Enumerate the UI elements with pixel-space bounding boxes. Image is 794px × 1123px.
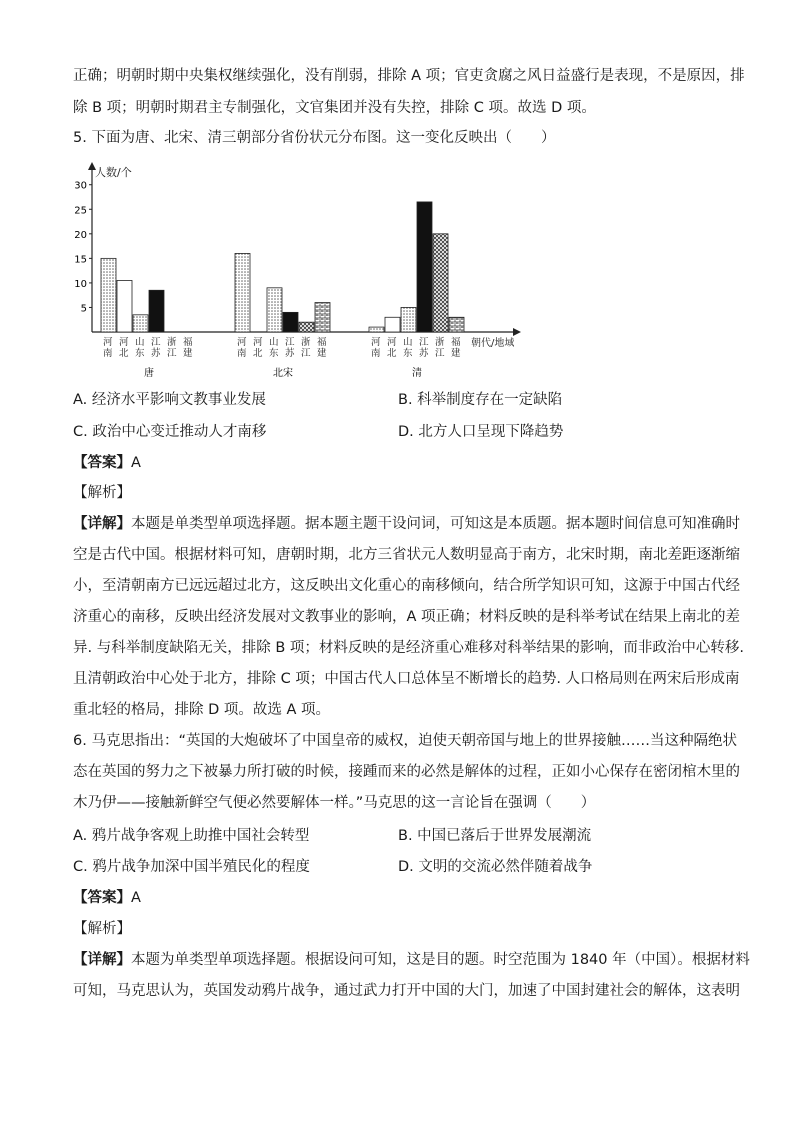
- x-tick-label: 福建: [183, 337, 193, 359]
- chart: [73, 160, 533, 382]
- y-axis-label: 人数/个: [95, 166, 132, 179]
- x-tick-label: 山东: [269, 337, 279, 359]
- q6-detail-line: [73, 950, 750, 970]
- q5-detail-line: 重北轻的格局，排除 D 项。故选 A 项。: [73, 702, 331, 718]
- q5-detail-line: 且清朝政治中心处于北方，排除 C 项；中国古代人口总体呈不断增长的趋势. 人口格局则在两宋后形成南: [73, 671, 740, 687]
- q6-option-b: B. 中国已落后于世界发展潮流: [398, 828, 592, 844]
- q5-analysis-tag: 【解析】: [73, 485, 131, 501]
- y-tick-label: 15: [74, 254, 87, 266]
- answer-tag: 【答案】: [73, 890, 131, 906]
- answer-tag: 【答案】: [73, 455, 131, 471]
- bar: [433, 234, 448, 332]
- q5-detail-line: [73, 514, 740, 534]
- x-tick-label: 河北: [119, 337, 129, 359]
- x-tick-label: 河南: [237, 337, 247, 359]
- bar: [283, 312, 298, 332]
- detail-tag: 【详解】: [73, 952, 131, 968]
- answer-value: A: [131, 455, 141, 471]
- bar: [149, 290, 164, 332]
- bar: [133, 315, 148, 332]
- q6-detail-line: 可知，马克思认为，英国发动鸦片战争，通过武力打开中国的大门，加速了中国封建社会的解体，这表明: [73, 983, 740, 999]
- bar: [315, 303, 330, 332]
- detail-tag: 【详解】: [73, 516, 131, 532]
- q6-analysis-tag: 【解析】: [73, 921, 131, 937]
- x-tick-label: 江苏: [419, 337, 429, 359]
- bar: [417, 202, 432, 332]
- text-line: 除 B 项；明朝时期君主专制强化，文官集团并没有失控，排除 C 项。故选 D 项。: [73, 100, 596, 116]
- x-tick-label: 江苏: [151, 337, 161, 359]
- answer-value: A: [131, 890, 141, 906]
- q5-detail-line: 济重心的南移，反映出经济发展对文教事业的影响，A 项正确；材料反映的是科举考试在结果上南北的差: [73, 609, 741, 625]
- x-tick-label: 浙江: [167, 337, 177, 359]
- q5-option-a: A. 经济水平影响文教事业发展: [73, 392, 266, 408]
- bar: [101, 258, 116, 332]
- q5-option-d: D. 北方人口呈现下降趋势: [398, 424, 564, 440]
- x-axis-label: 朝代/地域: [471, 338, 515, 349]
- q6-answer: [73, 888, 141, 908]
- x-axis-arrow: [513, 328, 521, 336]
- text-line: 正确；明朝时期中央集权继续强化，没有削弱，排除 A 项；官吏贪腐之风日益盛行是表现，不是原因，排: [73, 68, 745, 84]
- y-tick-label: 20: [74, 229, 87, 241]
- bar: [117, 280, 132, 332]
- x-tick-label: 河南: [103, 337, 113, 359]
- q5-detail-line: 异. 与科举制度缺陷无关，排除 B 项；材料反映的是经济重心难移对科举结果的影响，而非政治中心转移.: [73, 640, 744, 656]
- detail-text: 本题是单类型单项选择题。据本题主题干设问词，可知这是本质题。据本题时间信息可知准确时: [131, 516, 740, 532]
- q5-option-b: B. 科举制度存在一定缺陷: [398, 392, 563, 408]
- group-label: 唐: [144, 368, 154, 379]
- x-tick-label: 福建: [317, 337, 327, 359]
- y-tick-label: 10: [74, 278, 87, 290]
- q5-detail-line: 空是古代中国。根据材料可知，唐朝时期，北方三省状元人数明显高于南方，北宋时期，南北差距逐渐缩: [73, 547, 740, 563]
- x-tick-label: 江苏: [285, 337, 295, 359]
- question-6-stem: 木乃伊——接触新鲜空气便必然要解体一样。”马克思的这一言论旨在强调（ ）: [73, 795, 596, 811]
- bar: [401, 307, 416, 332]
- y-tick-label: 5: [80, 303, 87, 315]
- x-tick-label: 河北: [253, 337, 263, 359]
- q5-detail-line: 小，至清朝南方已远远超过北方，这反映出文化重心的南移倾向，结合所学知识可知，这源于中国古代经: [73, 578, 740, 594]
- bar: [299, 322, 314, 332]
- question-6-stem: 6. 马克思指出：“英国的大炮破坏了中国皇帝的威权，迫使天朝帝国与地上的世界接触……当这种隔绝状: [73, 733, 737, 749]
- detail-text: 本题为单类型单项选择题。根据设问可知，这是目的题。时空范围为 1840 年（中国）。根据材料: [131, 952, 750, 968]
- x-tick-label: 河南: [371, 337, 381, 359]
- y-tick-label: 25: [74, 205, 87, 217]
- q6-option-d: D. 文明的交流必然伴随着战争: [398, 859, 593, 875]
- question-6-stem: 态在英国的努力之下被暴力所打破的时候，接踵而来的必然是解体的过程，正如小心保存在密闭棺木里的: [73, 764, 740, 780]
- group-label: 清: [412, 368, 422, 379]
- bar: [235, 253, 250, 332]
- x-tick-label: 浙江: [435, 337, 445, 359]
- x-tick-label: 山东: [135, 337, 145, 359]
- q6-option-a: A. 鸦片战争客观上助推中国社会转型: [73, 828, 310, 844]
- x-tick-label: 山东: [403, 337, 413, 359]
- bar: [449, 317, 464, 332]
- x-tick-label: 浙江: [301, 337, 311, 359]
- bar: [385, 317, 400, 332]
- q5-answer: [73, 453, 141, 473]
- q5-option-c: C. 政治中心变迁推动人才南移: [73, 424, 267, 440]
- bar: [267, 288, 282, 332]
- x-tick-label: 河北: [387, 337, 397, 359]
- q6-option-c: C. 鸦片战争加深中国半殖民化的程度: [73, 859, 310, 875]
- question-5-stem: 5. 下面为唐、北宋、清三朝部分省份状元分布图。这一变化反映出（ ）: [73, 130, 556, 146]
- group-label: 北宋: [273, 368, 293, 379]
- y-tick-label: 30: [74, 180, 87, 192]
- bar: [369, 327, 384, 332]
- x-tick-label: 福建: [451, 337, 461, 359]
